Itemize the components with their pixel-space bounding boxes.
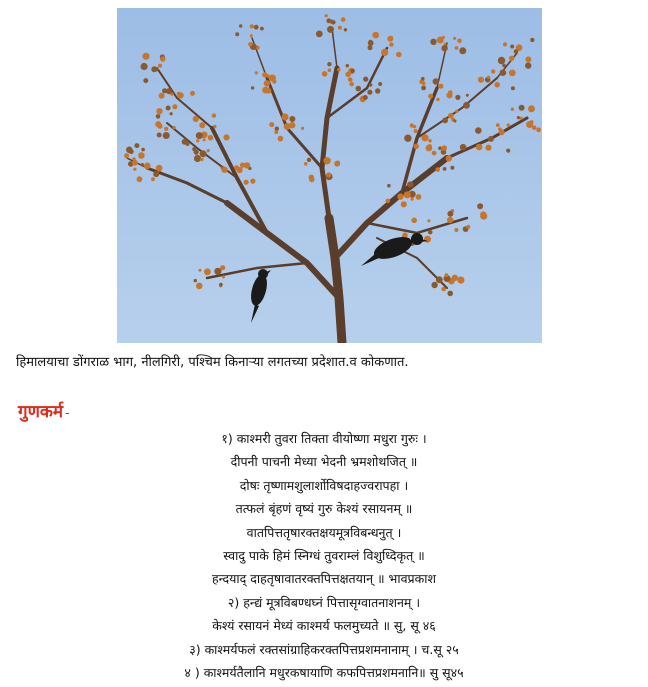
- flower-dot: [411, 218, 417, 224]
- flower-dot: [349, 82, 354, 87]
- flower-dot: [519, 105, 525, 111]
- flower-dot: [304, 162, 308, 166]
- flower-dot: [428, 139, 432, 143]
- flower-dot: [328, 68, 332, 72]
- flower-dot: [134, 143, 139, 148]
- flower-dot: [208, 135, 214, 141]
- flower-dot: [356, 86, 362, 92]
- flower-dot: [452, 275, 458, 281]
- flower-dot: [250, 24, 254, 28]
- flower-dot: [441, 45, 447, 51]
- flower-dot: [530, 38, 534, 42]
- flower-dot: [269, 122, 274, 127]
- flower-dot: [345, 72, 350, 77]
- flower-dot: [487, 76, 490, 79]
- flower-dot: [443, 167, 447, 171]
- flower-dot: [219, 283, 223, 287]
- flower-dot: [190, 91, 195, 96]
- flower-dot: [248, 42, 252, 46]
- flower-dot: [194, 150, 199, 155]
- flower-dot: [401, 201, 407, 207]
- flower-dot: [454, 120, 457, 123]
- flower-dot: [507, 123, 510, 126]
- flower-dot: [151, 66, 157, 72]
- section-heading: [18, 399, 69, 422]
- verse-line: स्वादु पाके हिमं स्निग्धं तुवराम्लं विशुध्दिकृत् ॥: [223, 547, 425, 563]
- verse-line: ४ ) काश्मर्यतैलानि मधुरकषायाणि कफपित्तप्रशमनानि॥ सु सू४५: [184, 664, 464, 680]
- flower-dot: [494, 82, 500, 88]
- flower-dot: [331, 20, 336, 25]
- flower-dot: [166, 88, 172, 94]
- flower-dot: [446, 92, 452, 98]
- flower-dot: [334, 161, 340, 167]
- flower-dot: [129, 149, 134, 154]
- flower-dot: [155, 121, 161, 127]
- flower-dot: [264, 80, 270, 86]
- flower-dot: [160, 56, 165, 61]
- flower-dot: [194, 279, 197, 282]
- flower-dot: [250, 179, 255, 184]
- flower-dot: [459, 47, 466, 54]
- flower-dot: [151, 177, 155, 181]
- flower-dot: [511, 108, 514, 111]
- flower-dot: [421, 77, 425, 81]
- flower-dot: [460, 144, 467, 151]
- flower-dot: [173, 126, 176, 129]
- verse-line: २) हन्द्यं मूत्रविबण्धघ्नं पित्तासृग्वातनाशनम् ।: [227, 594, 421, 610]
- flower-dot: [427, 219, 430, 222]
- flower-dot: [438, 146, 442, 150]
- flower-dot: [363, 77, 368, 82]
- flower-dot: [234, 165, 239, 170]
- flower-dot: [517, 116, 520, 119]
- flower-dot: [448, 113, 454, 119]
- flower-dot: [438, 84, 443, 89]
- flower-dot: [182, 139, 188, 145]
- flower-dot: [389, 42, 393, 46]
- flower-dot: [163, 132, 170, 139]
- flower-dot: [378, 82, 382, 86]
- flower-dot: [491, 69, 495, 73]
- flower-dot: [156, 165, 163, 172]
- heading-title: गुणकर्म: [18, 402, 64, 422]
- flower-dot: [284, 123, 291, 130]
- flower-dot: [446, 155, 452, 161]
- verse-line: हन्दयाद् दाहतृषावातरक्तपित्तक्षतयान् ॥ भावप्रकाश: [212, 571, 436, 587]
- verse-line: १) काश्मरी तुवरा तिक्ता वीयोष्णा मधुरा गुरुः ।: [221, 431, 427, 446]
- flower-dot: [177, 92, 183, 98]
- flower-dot: [424, 236, 431, 243]
- flower-dot: [222, 276, 225, 279]
- flower-dot: [142, 53, 149, 60]
- flower-dot: [244, 180, 249, 185]
- flower-dot: [199, 122, 205, 128]
- flower-dot: [143, 78, 148, 83]
- flower-dot: [509, 56, 514, 61]
- flower-dot: [526, 121, 533, 128]
- flower-dot: [338, 26, 342, 30]
- verse-line: ३) काश्मर्यफलं रक्तसांग्राहिकरक्तपित्तप्रशमनानाम् । च.सू २५: [189, 641, 459, 657]
- flower-dot: [457, 39, 462, 44]
- flower-dot: [266, 88, 272, 94]
- flower-dot: [322, 71, 328, 77]
- flower-dot: [212, 113, 216, 117]
- verse-line: वातपित्ततृषारक्तक्षयमूत्रविबन्धनुत् ।: [246, 524, 402, 540]
- flower-dot: [455, 110, 458, 113]
- flower-dot: [430, 39, 436, 45]
- flower-dot: [485, 145, 491, 151]
- flower-dot: [509, 70, 516, 77]
- flower-dot: [450, 166, 454, 170]
- flower-dot: [397, 193, 403, 199]
- flower-dot: [455, 46, 459, 50]
- flower-dot: [466, 94, 469, 97]
- flower-dot: [413, 144, 419, 150]
- flower-dot: [498, 127, 502, 131]
- flower-dot: [437, 37, 444, 44]
- flower-dot: [498, 57, 505, 64]
- flower-dot: [223, 134, 229, 140]
- flower-dot: [326, 172, 331, 177]
- flower-dot: [281, 113, 288, 120]
- flower-dot: [463, 102, 470, 109]
- flower-dot: [447, 217, 453, 223]
- flower-dot: [369, 83, 372, 86]
- verse-line: तत्फलं बृंहणं वृष्यं गुरु केश्यं रसायनम् ॥: [235, 501, 413, 517]
- flower-dot: [301, 127, 304, 130]
- flower-dot: [528, 105, 535, 112]
- flower-dot: [428, 230, 433, 235]
- flower-dot: [133, 168, 136, 171]
- flower-dot: [207, 149, 210, 152]
- flower-dot: [153, 171, 159, 177]
- flower-dot: [323, 157, 330, 164]
- flower-dot: [166, 106, 171, 111]
- flower-dot: [199, 269, 202, 272]
- flower-dot: [351, 69, 355, 73]
- flower-dot: [457, 277, 464, 284]
- flower-dot: [422, 82, 425, 85]
- flower-dot: [141, 163, 144, 166]
- flower-dot: [251, 86, 254, 89]
- flower-dot: [372, 32, 379, 39]
- flower-dot: [325, 14, 328, 17]
- flower-dot: [254, 25, 259, 30]
- verse-line: दोषः तृष्णामशुलार्शोविषदाहज्वरापहा ।: [239, 477, 409, 493]
- flower-dot: [363, 95, 368, 100]
- flower-dot: [536, 127, 541, 132]
- flower-dot: [316, 31, 323, 38]
- flower-dot: [386, 199, 391, 204]
- flower-dot: [488, 136, 494, 142]
- flower-dot: [414, 129, 418, 133]
- verse-block: [0, 427, 648, 684]
- flower-dot: [435, 167, 440, 172]
- flower-dot: [124, 153, 129, 158]
- flower-dot: [337, 68, 341, 72]
- flower-dot: [511, 86, 515, 90]
- flower-dot: [156, 114, 161, 119]
- flower-dot: [196, 132, 203, 139]
- verse-line: केश्यं रसायनं मेध्यं काश्मर्य फलमुच्यते ॥ सु, सू ४६: [212, 618, 436, 634]
- verse-line: दीपनी पाचनी मेध्या भेदनी भ्रमशोथजित् ॥: [230, 454, 418, 470]
- flower-dot: [341, 17, 346, 22]
- flower-dot: [480, 213, 487, 220]
- flower-dot: [327, 62, 331, 66]
- flower-dot: [327, 26, 334, 33]
- flower-dot: [307, 158, 311, 162]
- flower-dot: [525, 62, 531, 68]
- flower-dot: [453, 37, 456, 40]
- flower-dot: [260, 27, 264, 31]
- habitat-caption: हिमालयाचा डोंगराळ भाग, नीलगिरी, पश्चिम किनाऱ्या लगतच्या प्रदेशात.व कोकणात.: [16, 355, 409, 370]
- flower-dot: [368, 45, 373, 50]
- flower-dot: [404, 135, 411, 142]
- flower-dot: [387, 184, 391, 188]
- flower-dot: [132, 160, 138, 166]
- flower-dot: [159, 93, 165, 99]
- flower-dot: [407, 181, 413, 187]
- flower-dot: [250, 34, 253, 37]
- flower-dot: [235, 32, 239, 36]
- flower-dot: [141, 63, 148, 70]
- flower-dot: [410, 123, 414, 127]
- flower-dot: [164, 127, 168, 131]
- flower-dot: [346, 64, 349, 67]
- flower-dot: [404, 191, 411, 198]
- flower-dot: [132, 157, 135, 160]
- flower-dot: [476, 144, 483, 151]
- flower-dot: [466, 225, 470, 229]
- flower-dot: [369, 40, 373, 44]
- flower-dot: [344, 28, 347, 31]
- flower-dot: [402, 232, 407, 237]
- flower-dot: [309, 177, 315, 183]
- flower-dot: [170, 112, 173, 115]
- flower-dot: [496, 123, 500, 127]
- flower-dot: [220, 265, 225, 270]
- flower-dot: [213, 125, 216, 128]
- flower-dot: [196, 283, 203, 290]
- flower-dot: [137, 176, 143, 182]
- flower-dot: [445, 273, 449, 277]
- flower-dot: [416, 194, 422, 200]
- flower-dot: [454, 228, 458, 232]
- flower-dot: [396, 52, 402, 58]
- flower-dot: [326, 18, 331, 23]
- flower-dot: [478, 77, 484, 83]
- flower-dot: [239, 24, 242, 27]
- flower-dot: [203, 138, 206, 141]
- flower-dot: [144, 163, 151, 170]
- flower-dot: [269, 75, 276, 82]
- flower-dot: [411, 198, 414, 201]
- flower-dot: [510, 45, 514, 49]
- flower-dot: [157, 133, 162, 138]
- flower-dot: [255, 71, 258, 74]
- flower-dot: [502, 64, 506, 68]
- flower-dot: [200, 150, 207, 157]
- flower-dot: [204, 268, 211, 275]
- flower-dot: [381, 49, 388, 56]
- flower-dot: [432, 151, 437, 156]
- flower-dot: [141, 148, 145, 152]
- flower-dot: [442, 118, 448, 124]
- flower-dot: [156, 108, 162, 114]
- tree-photo: [117, 8, 542, 343]
- flower-dot: [274, 130, 278, 134]
- flower-dot: [503, 42, 507, 46]
- flower-dot: [428, 94, 433, 99]
- flower-dot: [500, 69, 507, 76]
- flower-dot: [436, 276, 443, 283]
- flower-dot: [455, 95, 460, 100]
- heading-dash: -: [65, 406, 70, 420]
- flower-dot: [441, 145, 447, 151]
- flower-dot: [244, 162, 250, 168]
- flower-dot: [387, 36, 393, 42]
- flower-dot: [525, 56, 531, 62]
- flower-dot: [433, 78, 439, 84]
- flower-dot: [200, 158, 203, 161]
- flower-dot: [421, 134, 428, 141]
- flower-dot: [367, 90, 372, 95]
- flower-dot: [158, 64, 162, 68]
- flower-dot: [194, 155, 201, 162]
- flower-dot: [475, 127, 482, 134]
- flower-dot: [278, 136, 284, 142]
- flower-dot: [172, 104, 177, 109]
- flower-dot: [421, 86, 426, 91]
- flower-dot: [506, 149, 510, 153]
- flower-dot: [138, 152, 145, 159]
- flower-dot: [477, 203, 483, 209]
- flower-dot: [441, 287, 446, 292]
- flower-dot: [447, 291, 453, 297]
- flower-dot: [221, 167, 227, 173]
- flower-dot: [431, 282, 437, 288]
- flower-dot: [193, 116, 199, 122]
- flower-dot: [348, 77, 353, 82]
- flower-dot: [436, 98, 439, 101]
- flower-dot: [447, 211, 453, 217]
- flower-dot: [196, 139, 199, 142]
- flower-dot: [514, 49, 519, 54]
- flower-dot: [375, 88, 380, 93]
- flower-dot: [426, 145, 433, 152]
- flower-dot: [289, 116, 295, 122]
